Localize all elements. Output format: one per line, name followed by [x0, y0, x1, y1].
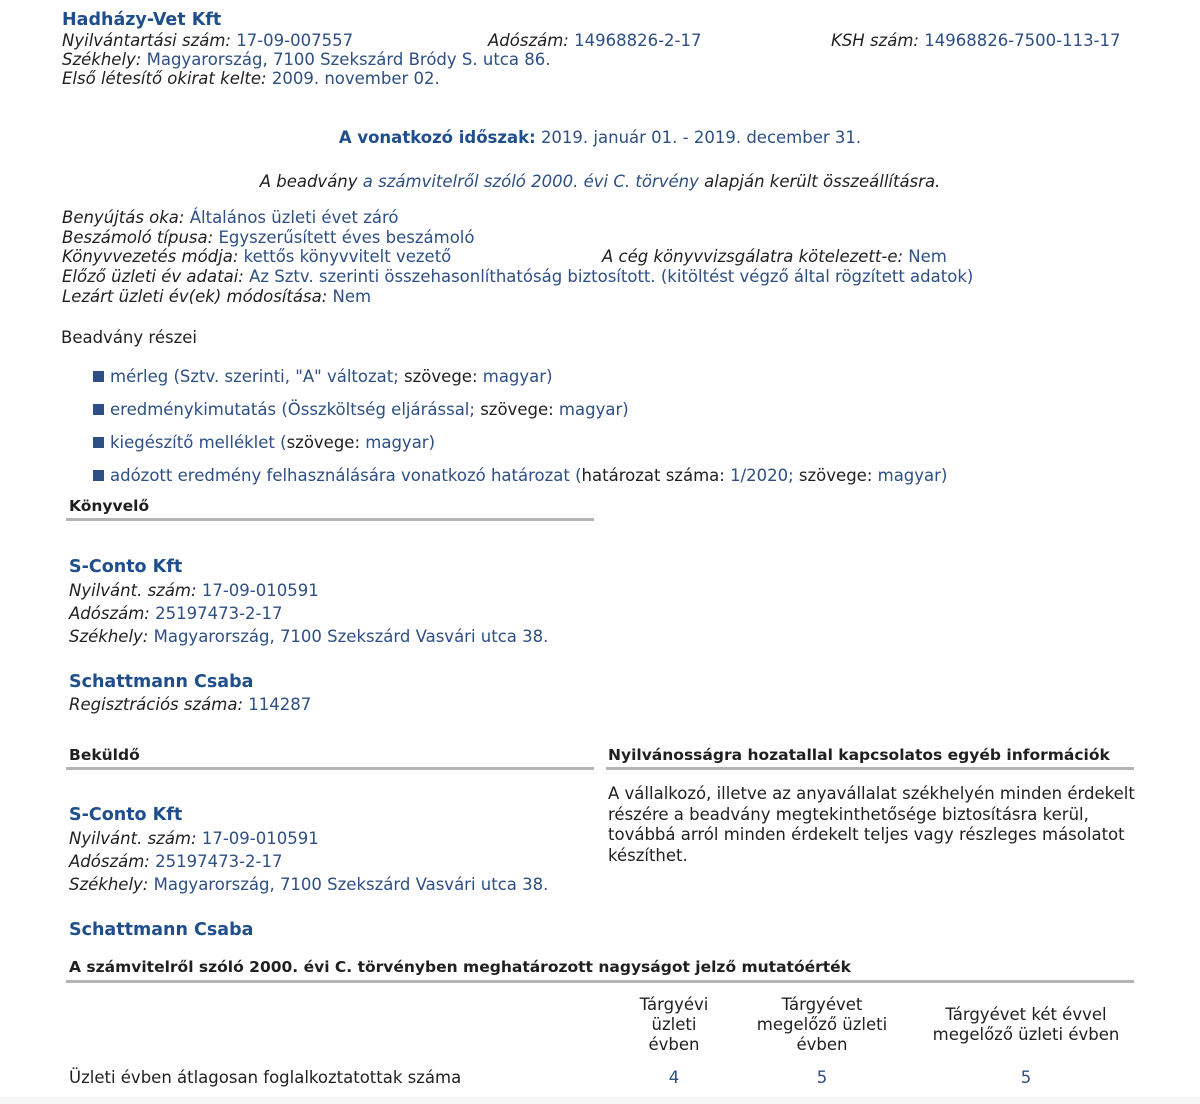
- column-header-two-years-before: Tárgyévet két évvel megelőző üzleti évben: [932, 1005, 1120, 1044]
- bookkeeping-label: Könyvvezetés módja:: [62, 247, 239, 266]
- sender-reg-label: Nyilvánt. szám:: [69, 829, 197, 848]
- previous-year-data: [62, 267, 973, 287]
- company-seat-label: Székhely:: [62, 50, 142, 69]
- part-name: mérleg (Sztv. szerinti, "A" változat;: [110, 367, 399, 386]
- type-value: Egyszerűsített éves beszámoló: [218, 228, 475, 247]
- sender-seat: [69, 875, 548, 895]
- accountant-divider: [66, 518, 594, 521]
- company-ksh-value: 14968826-7500-113-17: [924, 31, 1121, 50]
- sender-tax-value: 25197473-2-17: [155, 852, 283, 871]
- sender-tax-number: [69, 852, 283, 872]
- part-lang-label: szövege:: [286, 433, 361, 452]
- accountant-person-reg-label: Regisztrációs száma:: [69, 695, 243, 714]
- audit-obligation: [602, 247, 947, 267]
- part-item: [93, 466, 947, 486]
- square-bullet-icon: [93, 437, 104, 448]
- part-lang-value: magyar): [558, 400, 629, 419]
- bookkeeping-value: kettős könyvvitelt vezető: [243, 247, 452, 266]
- size-indicator-heading: A számvitelről szóló 2000. évi C. törvényben meghatározott nagyságot jelző mutatóérték: [69, 958, 851, 976]
- column-header-previous-year: Tárgyévet megelőző üzleti évben: [756, 995, 888, 1054]
- company-tax-label: Adószám:: [488, 31, 569, 50]
- part-name: adózott eredmény felhasználására vonatkozó határozat (: [110, 466, 582, 485]
- accountant-reg-label: Nyilvánt. szám:: [69, 581, 197, 600]
- reason-value: Általános üzleti évet záró: [189, 208, 399, 227]
- publicity-heading: Nyilvánosságra hozatallal kapcsolatos egyéb információk: [608, 746, 1110, 764]
- part-lang-value: magyar): [365, 433, 436, 452]
- part-extra-label: határozat száma:: [581, 466, 725, 485]
- page-bottom-edge: [0, 1097, 1200, 1104]
- company-name: Hadházy-Vet Kft: [62, 10, 222, 30]
- company-reg-value: 17-09-007557: [236, 31, 354, 50]
- part-lang-label: szövege:: [480, 400, 554, 419]
- modified-value: Nem: [332, 287, 372, 306]
- publicity-text: A vállalkozó, illetve az anyavállalat székhelyén minden érdekelt részére a beadvány megtekinthetősége biztosításra kerül, továbbá arról minden érdekelt teljes vagy részleges másolatot készíthet.: [608, 784, 1135, 865]
- accountant-heading: Könyvelő: [69, 497, 150, 515]
- sender-seat-value: Magyarország, 7100 Szekszárd Vasvári utca 38.: [153, 875, 549, 894]
- accountant-person-reg-value: 114287: [248, 695, 312, 714]
- part-item: [93, 400, 629, 420]
- company-founding-label: Első létesítő okirat kelte:: [62, 69, 267, 88]
- accountant-reg-value: 17-09-010591: [201, 581, 319, 600]
- bookkeeping-method: [62, 247, 451, 267]
- accountant-tax-label: Adószám:: [69, 604, 150, 623]
- part-name: kiegészítő melléklet (: [110, 433, 287, 452]
- basis-post: alapján került összeállításra.: [704, 172, 941, 191]
- sender-person-name: Schattmann Csaba: [69, 920, 254, 940]
- accountant-seat: [69, 627, 548, 647]
- accountant-person-name: Schattmann Csaba: [69, 672, 254, 692]
- accountant-reg-number: [69, 581, 319, 601]
- sender-seat-label: Székhely:: [69, 875, 149, 894]
- sender-heading: Beküldő: [69, 746, 140, 764]
- column-header-current-year: Tárgyévi üzleti évben: [639, 995, 709, 1054]
- report-type: [62, 228, 475, 248]
- sender-firm-name: S-Conto Kft: [69, 805, 183, 825]
- closed-year-modification: [62, 287, 371, 307]
- part-name: eredménykimutatás (Összköltség eljárással;: [110, 400, 475, 419]
- company-tax-number: [488, 31, 702, 51]
- company-ksh-number: [831, 31, 1121, 51]
- square-bullet-icon: [93, 470, 104, 481]
- part-lang-value: magyar): [877, 466, 948, 485]
- audit-label: A cég könyvvizsgálatra kötelezett-e:: [602, 247, 904, 266]
- sender-divider: [66, 767, 594, 770]
- size-indicator-divider: [66, 980, 1134, 983]
- part-item: [93, 367, 553, 387]
- company-reg-label: Nyilvántartási szám:: [62, 31, 231, 50]
- row-label-employees: Üzleti évben átlagosan foglalkoztatottak száma: [69, 1068, 462, 1087]
- value-previous-year: 5: [816, 1068, 828, 1087]
- part-extra-value: 1/2020;: [730, 466, 794, 485]
- part-lang-value: magyar): [482, 367, 553, 386]
- company-founding-value: 2009. november 02.: [271, 69, 440, 88]
- value-two-years-before: 5: [1020, 1068, 1032, 1087]
- submission-reason: [62, 208, 399, 228]
- accountant-tax-number: [69, 604, 283, 624]
- prev-label: Előző üzleti év adatai:: [62, 267, 244, 286]
- accountant-tax-value: 25197473-2-17: [155, 604, 283, 623]
- part-lang-label: szövege:: [798, 466, 873, 485]
- accountant-seat-label: Székhely:: [69, 627, 149, 646]
- audit-value: Nem: [908, 247, 947, 266]
- company-ksh-label: KSH szám:: [831, 31, 919, 50]
- value-current-year: 4: [668, 1068, 680, 1087]
- publicity-divider: [606, 767, 1134, 770]
- company-tax-value: 14968826-2-17: [574, 31, 702, 50]
- period-label: A vonatkozó időszak:: [338, 128, 536, 147]
- square-bullet-icon: [93, 404, 104, 415]
- company-seat-value: Magyarország, 7100 Szekszárd Bródy S. utca 86.: [146, 50, 551, 69]
- square-bullet-icon: [93, 371, 104, 382]
- type-label: Beszámoló típusa:: [62, 228, 214, 247]
- prev-value: Az Sztv. szerinti összehasonlíthatóság biztosított. (kitöltést végző által rögzített adatok): [249, 267, 974, 286]
- company-reg-number: [62, 31, 353, 51]
- sender-reg-value: 17-09-010591: [201, 829, 319, 848]
- part-lang-label: szövege:: [404, 367, 478, 386]
- basis-pre: A beadvány: [259, 172, 358, 191]
- modified-label: Lezárt üzleti év(ek) módosítása:: [62, 287, 328, 306]
- sender-reg-number: [69, 829, 319, 849]
- company-founding-date: [62, 69, 440, 89]
- reporting-period: [0, 128, 1200, 148]
- basis-law: a számvitelről szóló 2000. évi C. törvény: [362, 172, 699, 191]
- accountant-seat-value: Magyarország, 7100 Szekszárd Vasvári utca 38.: [153, 627, 549, 646]
- part-item: [93, 433, 435, 453]
- reason-label: Benyújtás oka:: [62, 208, 185, 227]
- accountant-person-reg: [69, 695, 311, 715]
- sender-tax-label: Adószám:: [69, 852, 150, 871]
- accountant-firm-name: S-Conto Kft: [69, 557, 183, 577]
- legal-basis: [0, 172, 1200, 192]
- period-value: 2019. január 01. - 2019. december 31.: [540, 128, 862, 147]
- parts-heading: Beadvány részei: [61, 328, 197, 347]
- company-seat: [62, 50, 550, 70]
